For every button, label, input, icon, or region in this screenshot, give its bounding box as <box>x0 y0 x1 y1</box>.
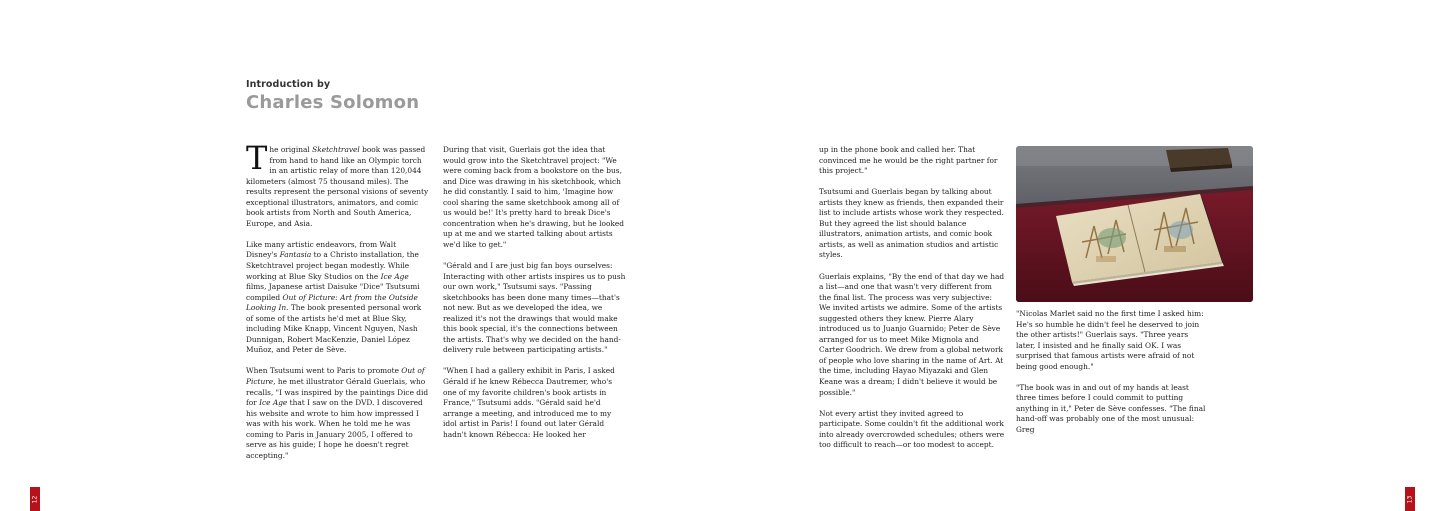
italic-title: Out of Picture: Art from the Outside Looking In <box>246 292 418 313</box>
text-run: to a Christo installation, the Sketchtravel project began modestly. While working at Blue Sky Studios on the <box>246 250 419 281</box>
drop-cap: T <box>246 139 268 177</box>
heading-kicker: Introduction by <box>246 79 331 90</box>
paragraph: During that visit, Guerlais got the idea that would grow into the Sketchtravel project: "We were coming back from a bookstore on the bus, and Dice was drawing in his sketchbook, which he did constantly. I said to him, 'Imagine how cool sharing the same sketchbook among all of us would be!' It's pretty hard to break Dice's concentration when he's drawing, but he looked up at me and we started talking about artists we'd like to get." <box>443 145 624 249</box>
paragraph: "Gérald and I are just big fan boys ourselves: Interacting with other artists inspires us to push our own work," Tsutsumi says. "Passing sketchbooks has been done many times—that's not new. But as we developed the idea, we realized it's not the drawings that would make this book special, it's the connections between the artists. That's why we decided on the hand-delivery rule between participating artists." <box>443 261 626 355</box>
text-column-2 <box>443 145 627 451</box>
text-run: Like many artistic endeavors, from Walt Disney's <box>246 239 397 260</box>
heading-author: Charles Solomon <box>246 92 420 113</box>
text-run: . The book presented personal work of some of the artists he'd met at Blue Sky, including Mike Knapp, Vincent Nguyen, Nash Dunnigan, Robert MacKenzie, Daniel López Muñoz, and Peter de Sève. <box>246 303 422 355</box>
page-number: 13 <box>1406 495 1414 503</box>
text-column-3 <box>819 145 1005 461</box>
italic-title: Ice Age <box>380 271 409 281</box>
paragraph: Guerlais explains, "By the end of that day we had a list—and one that wasn't very different from the final list. The process was very subjective: We invited artists we admire. Some of the artists suggested others they knew. Pierre Alary introduced us to Juanjo Guarnido; Peter de Sève arranged for us to meet Mike Mignola and Carter Goodrich. We drew from a global network of people who love sharing in the name of Art. At the time, including Hayao Miyazaki and Glen Keane was a dream; I didn't believe it would be possible." <box>819 271 1005 397</box>
text-run: , he met illustrator Gérald Guerlais, who recalls, "I was inspired by the paintings Dice did for <box>246 377 429 408</box>
chapter-heading <box>246 79 419 113</box>
paragraph: "Nicolas Marlet said no the first time I asked him: He's so humble he didn't feel he deserved to join the other artists!" Guerlais says. "Three years later, I insisted and he finally said OK. I was surprised that famous artists were afraid of not being good enough." <box>1016 309 1204 371</box>
text-column-1 <box>246 139 429 472</box>
italic-title: Fantasia <box>279 250 312 260</box>
paragraph <box>246 139 429 229</box>
page-number-tab-left <box>30 487 40 511</box>
paragraph <box>246 366 429 461</box>
sketchbook-illustration <box>1016 146 1253 302</box>
text-run: that I saw on the DVD. I discovered his website and wrote to him how impressed I was with his work. When he told me he was coming to Paris in January 2005, I offered to serve as his guide; I hope he doesn't regret accepting." <box>246 398 423 460</box>
paragraph: up in the phone book and called her. That convinced me he would be the right partner for this project." <box>819 145 998 176</box>
italic-title: Out of Picture <box>246 366 425 387</box>
paragraph: Tsutsumi and Guerlais began by talking about artists they knew as friends, then expanded their list to include artists whose work they respected. But they agreed the list should balance illustrators, animation artists, and comic book artists, as well as animation studios and artistic styles. <box>819 187 1004 260</box>
paragraph: Not every artist they invited agreed to participate. Some couldn't fit the additional work into already overcrowded schedules; others were too difficult to reach—or too modest to accept. <box>819 408 1005 450</box>
page-number-tab-right <box>1405 487 1415 511</box>
paragraph: "When I had a gallery exhibit in Paris, I asked Gérald if he knew Rébecca Dautremer, who's one of my favorite children's book artists in France," Tsutsumi adds. "Gérald said he'd arrange a meeting, and introduced me to my idol artist in Paris! I found out later Gérald hadn't known Rébecca: He looked her <box>443 366 615 439</box>
text-run: he original <box>269 145 313 154</box>
text-column-4 <box>1016 309 1206 446</box>
paragraph: "The book was in and out of my hands at least three times before I could commit to putting anything in it," Peter de Sève confesses. "The final hand-off was probably one of the most unusual: Greg <box>1016 382 1206 435</box>
text-run: When Tsutsumi went to Paris to promote <box>246 366 402 376</box>
page-number: 12 <box>31 495 39 503</box>
text-run: book was passed from hand to hand like an Olympic torch in an artistic relay of more than 120,044 kilometers (almost 75 thousand miles). The results represent the personal visions of seventy exceptional illustrators, animators, and comic book artists from North and South America, Europe, and Asia. <box>246 145 429 228</box>
paragraph <box>246 240 429 356</box>
italic-title: Ice Age <box>259 398 288 408</box>
sketchbook-photo <box>1016 146 1253 302</box>
text-run: films, Japanese artist Daisuke "Dice" Tsutsumi compiled <box>246 282 420 302</box>
italic-title: Sketchtravel <box>312 145 360 154</box>
